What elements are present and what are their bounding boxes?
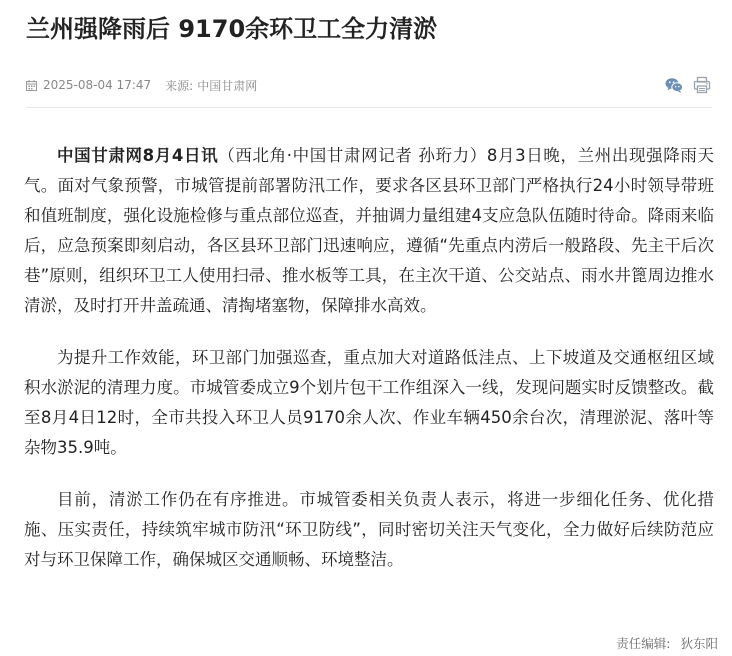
paragraph-2: 为提升工作效能，环卫部门加强巡查，重点加大对道路低洼点、上下坡道及交通枢纽区域积水淤泥的清理力度。市城管委成立9个划片包干工作组深入一线，发现问题实时反馈整改。截至8月4日12时，全市共投入环卫人员9170余人次、作业车辆450余台次，清理淤泥、落叶等杂物35.9吨。 <box>24 348 714 457</box>
responsible-editor <box>616 634 718 652</box>
print-icon[interactable] <box>692 75 712 95</box>
paragraph-1 <box>24 141 714 321</box>
article-meta <box>26 74 712 96</box>
publish-date: 2025-08-04 17:47 <box>43 78 152 92</box>
calendar-icon <box>26 80 37 91</box>
article-title: 兰州强降雨后 9170余环卫工全力清淤 <box>26 15 438 43</box>
share-tools <box>664 75 712 95</box>
source-label: 来源: <box>165 78 194 93</box>
paragraph-3: 目前，清淤工作仍在有序推进。市城管委相关负责人表示，将进一步细化任务、优化措施、压实责任，持续筑牢城市防汛“环卫防线”，同时密切关注天气变化，全力做好后续防范应对与环卫保障工作，确保城区交通顺畅、环境整洁。 <box>24 490 714 569</box>
paragraph-1-text: （西北角·中国甘肃网记者 孙珩力）8月3日晚，兰州出现强降雨天气。面对气象预警，市城管提前部署防汛工作，要求各区县环卫部门严格执行24小时领导带班和值班制度，强化设施检修与重点部位巡查，并抽调力量组建4支应急队伍随时待命。降雨来临后，应急预案即刻启动，各区县环卫部门迅速响应，遵循“先重点内涝后一般路段、先主干后次巷”原则，组织环卫工人使用扫帚、推水板等工具，在主次干道、公交站点、雨水井篦周边推水清淤，及时打开井盖疏通、清掏堵塞物，保障排水高效。 <box>24 146 714 315</box>
editor-name: 狄东阳 <box>680 636 718 651</box>
wechat-icon[interactable] <box>664 75 684 95</box>
dateline: 中国甘肃网8月4日讯 <box>57 146 219 165</box>
editor-label: 责任编辑: <box>616 636 671 651</box>
source-name: 中国甘肃网 <box>197 78 258 93</box>
article-body <box>24 141 714 597</box>
meta-divider <box>26 107 712 108</box>
